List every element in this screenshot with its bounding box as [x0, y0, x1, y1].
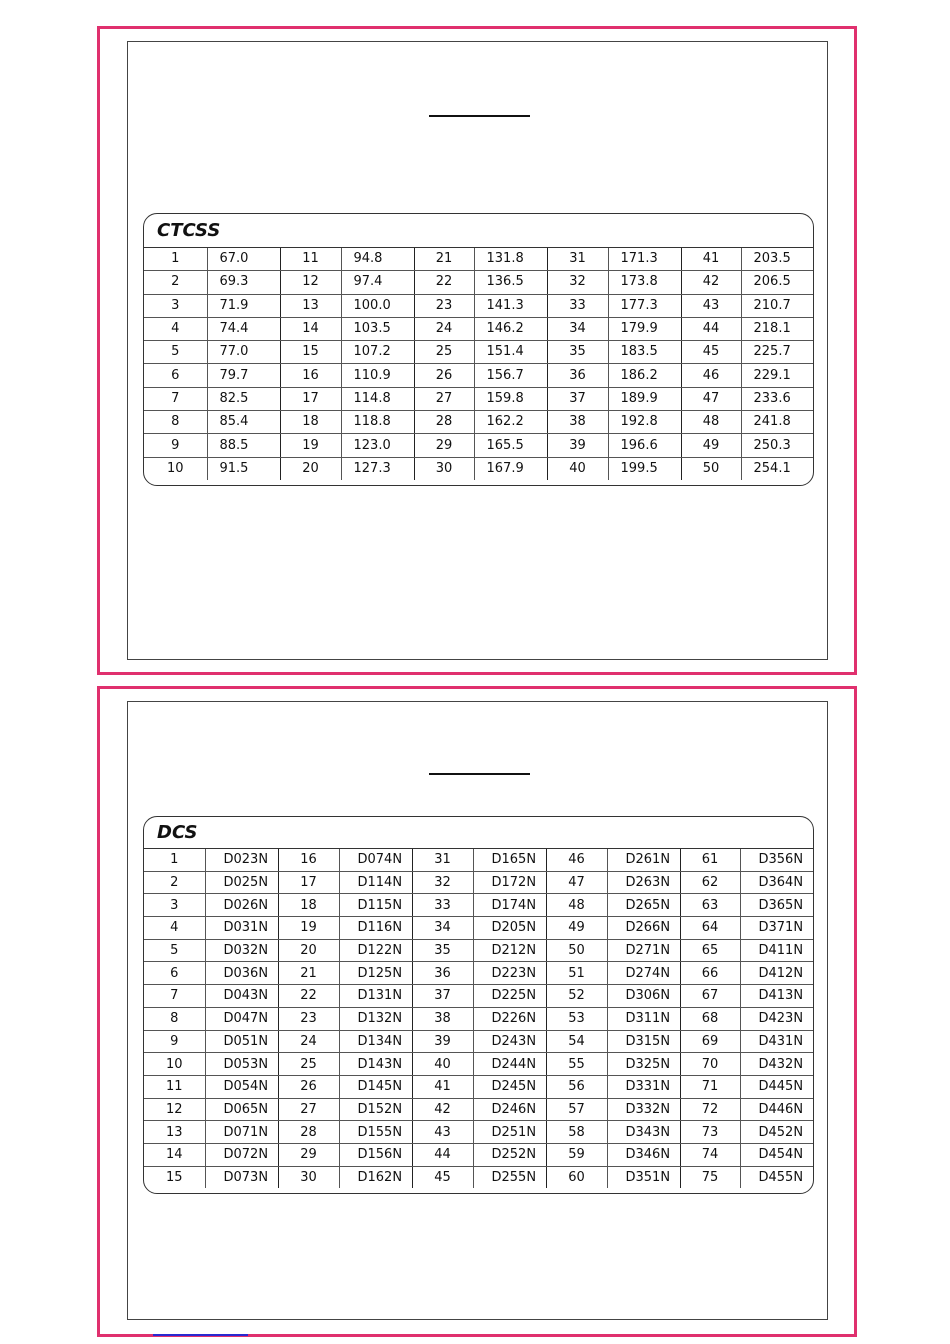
table-row	[144, 434, 814, 457]
channel-number: 39	[412, 1030, 473, 1053]
footer-mark	[153, 1334, 248, 1336]
channel-number: 9	[144, 434, 207, 457]
channel-number: 70	[680, 1053, 740, 1076]
channel-number: 24	[414, 317, 474, 340]
channel-number: 15	[280, 341, 341, 364]
tone-frequency: 189.9	[608, 387, 681, 410]
dcs-code: D023N	[205, 849, 278, 871]
tone-frequency: 173.8	[608, 271, 681, 294]
channel-number: 56	[546, 1075, 607, 1098]
tone-frequency: 218.1	[741, 317, 814, 340]
table-row	[144, 1007, 814, 1030]
table-row	[144, 1098, 814, 1121]
channel-number: 61	[680, 849, 740, 871]
channel-number: 21	[278, 962, 339, 985]
dcs-code: D423N	[740, 1007, 814, 1030]
channel-number: 62	[680, 871, 740, 894]
channel-number: 19	[280, 434, 341, 457]
tone-frequency: 179.9	[608, 317, 681, 340]
channel-number: 25	[278, 1053, 339, 1076]
dcs-table-title: DCS	[144, 817, 813, 849]
channel-number: 5	[144, 341, 207, 364]
dcs-code: D244N	[473, 1053, 546, 1076]
tone-frequency: 88.5	[207, 434, 280, 457]
channel-number: 50	[546, 939, 607, 962]
channel-number: 10	[144, 457, 207, 480]
channel-number: 2	[144, 271, 207, 294]
dcs-code: D145N	[339, 1075, 412, 1098]
channel-number: 57	[546, 1098, 607, 1121]
channel-number: 72	[680, 1098, 740, 1121]
dcs-code: D413N	[740, 985, 814, 1008]
tone-frequency: 141.3	[474, 294, 547, 317]
table-row	[144, 364, 814, 387]
channel-number: 1	[144, 248, 207, 271]
channel-number: 30	[414, 457, 474, 480]
tone-frequency: 233.6	[741, 387, 814, 410]
tone-frequency: 100.0	[341, 294, 414, 317]
dcs-code: D412N	[740, 962, 814, 985]
dcs-code: D445N	[740, 1075, 814, 1098]
channel-number: 34	[547, 317, 608, 340]
table-row	[144, 457, 814, 480]
dcs-code: D266N	[607, 917, 680, 940]
table-row	[144, 1166, 814, 1188]
table-row	[144, 849, 814, 871]
tone-frequency: 206.5	[741, 271, 814, 294]
tone-frequency: 136.5	[474, 271, 547, 294]
dcs-code: D346N	[607, 1143, 680, 1166]
dcs-code: D274N	[607, 962, 680, 985]
tone-frequency: 229.1	[741, 364, 814, 387]
ctcss-table-title: CTCSS	[144, 214, 813, 248]
table-row	[144, 871, 814, 894]
dcs-code: D072N	[205, 1143, 278, 1166]
channel-number: 8	[144, 1007, 205, 1030]
ctcss-table	[144, 248, 814, 480]
channel-number: 11	[144, 1075, 205, 1098]
channel-number: 48	[681, 411, 741, 434]
tone-frequency: 186.2	[608, 364, 681, 387]
channel-number: 7	[144, 387, 207, 410]
tone-frequency: 107.2	[341, 341, 414, 364]
dcs-code: D073N	[205, 1166, 278, 1188]
tone-frequency: 114.8	[341, 387, 414, 410]
channel-number: 28	[278, 1121, 339, 1144]
dcs-table-card	[143, 816, 814, 1194]
dcs-code: D225N	[473, 985, 546, 1008]
channel-number: 5	[144, 939, 205, 962]
tone-frequency: 241.8	[741, 411, 814, 434]
dcs-code: D054N	[205, 1075, 278, 1098]
dcs-code: D331N	[607, 1075, 680, 1098]
channel-number: 14	[144, 1143, 205, 1166]
table-row	[144, 1121, 814, 1144]
channel-number: 3	[144, 894, 205, 917]
dcs-code: D271N	[607, 939, 680, 962]
channel-number: 23	[278, 1007, 339, 1030]
channel-number: 26	[278, 1075, 339, 1098]
tone-frequency: 156.7	[474, 364, 547, 387]
dcs-code: D446N	[740, 1098, 814, 1121]
channel-number: 74	[680, 1143, 740, 1166]
channel-number: 36	[547, 364, 608, 387]
channel-number: 46	[546, 849, 607, 871]
table-row	[144, 1075, 814, 1098]
tone-frequency: 82.5	[207, 387, 280, 410]
dcs-code: D351N	[607, 1166, 680, 1188]
channel-number: 35	[547, 341, 608, 364]
channel-number: 44	[412, 1143, 473, 1166]
channel-number: 25	[414, 341, 474, 364]
channel-number: 27	[414, 387, 474, 410]
channel-number: 26	[414, 364, 474, 387]
tone-frequency: 192.8	[608, 411, 681, 434]
channel-number: 60	[546, 1166, 607, 1188]
tone-frequency: 196.6	[608, 434, 681, 457]
channel-number: 16	[278, 849, 339, 871]
dcs-code: D226N	[473, 1007, 546, 1030]
channel-number: 12	[144, 1098, 205, 1121]
dcs-code: D432N	[740, 1053, 814, 1076]
dcs-code: D265N	[607, 894, 680, 917]
dcs-code: D223N	[473, 962, 546, 985]
channel-number: 35	[412, 939, 473, 962]
table-row	[144, 317, 814, 340]
channel-number: 22	[278, 985, 339, 1008]
dcs-code: D156N	[339, 1143, 412, 1166]
tone-frequency: 94.8	[341, 248, 414, 271]
channel-number: 38	[547, 411, 608, 434]
dcs-code: D455N	[758, 1169, 804, 1185]
channel-number: 37	[412, 985, 473, 1008]
dcs-code: D053N	[205, 1053, 278, 1076]
table-row	[144, 411, 814, 434]
channel-number: 33	[547, 294, 608, 317]
dcs-code: D047N	[205, 1007, 278, 1030]
channel-number: 1	[144, 849, 205, 871]
channel-number: 33	[412, 894, 473, 917]
channel-number: 20	[278, 939, 339, 962]
channel-number: 71	[680, 1075, 740, 1098]
dcs-code: D343N	[607, 1121, 680, 1144]
tone-frequency: 254.1	[753, 460, 791, 476]
tone-frequency: 250.3	[741, 434, 814, 457]
tone-frequency: 127.3	[341, 457, 414, 480]
dcs-code: D116N	[339, 917, 412, 940]
dcs-code: D074N	[339, 849, 412, 871]
channel-number: 45	[681, 341, 741, 364]
dcs-table	[144, 849, 814, 1188]
dcs-code: D263N	[607, 871, 680, 894]
channel-number: 20	[280, 457, 341, 480]
dcs-code: D431N	[740, 1030, 814, 1053]
table-row	[144, 387, 814, 410]
tone-frequency: 159.8	[474, 387, 547, 410]
dcs-code: D065N	[205, 1098, 278, 1121]
channel-number: 47	[681, 387, 741, 410]
tone-frequency: 67.0	[207, 248, 280, 271]
channel-number: 42	[412, 1098, 473, 1121]
channel-number: 16	[280, 364, 341, 387]
dcs-code: D454N	[740, 1143, 814, 1166]
channel-number: 48	[546, 894, 607, 917]
dcs-code: D411N	[740, 939, 814, 962]
tone-frequency: 74.4	[207, 317, 280, 340]
channel-number: 39	[547, 434, 608, 457]
channel-number: 50	[681, 457, 741, 480]
table-row	[144, 917, 814, 940]
tone-frequency: 77.0	[207, 341, 280, 364]
channel-number: 4	[144, 317, 207, 340]
table-row	[144, 962, 814, 985]
channel-number: 31	[412, 849, 473, 871]
channel-number: 69	[680, 1030, 740, 1053]
dcs-code: D252N	[473, 1143, 546, 1166]
channel-number: 19	[278, 917, 339, 940]
dcs-code: D051N	[205, 1030, 278, 1053]
channel-number: 7	[144, 985, 205, 1008]
table-row	[144, 271, 814, 294]
channel-number: 2	[144, 871, 205, 894]
channel-number: 53	[546, 1007, 607, 1030]
tone-frequency: 171.3	[608, 248, 681, 271]
dcs-code: D261N	[607, 849, 680, 871]
channel-number: 9	[144, 1030, 205, 1053]
channel-number: 75	[680, 1166, 740, 1188]
dcs-code: D371N	[740, 917, 814, 940]
page-frame-1	[97, 26, 857, 675]
channel-number: 68	[680, 1007, 740, 1030]
channel-number: 21	[414, 248, 474, 271]
channel-number: 45	[412, 1166, 473, 1188]
channel-number: 37	[547, 387, 608, 410]
tone-frequency: 225.7	[741, 341, 814, 364]
channel-number: 65	[680, 939, 740, 962]
table-row	[144, 294, 814, 317]
channel-number: 42	[681, 271, 741, 294]
dcs-code: D205N	[473, 917, 546, 940]
channel-number: 55	[546, 1053, 607, 1076]
dcs-code: D251N	[473, 1121, 546, 1144]
channel-number: 13	[280, 294, 341, 317]
channel-number: 31	[547, 248, 608, 271]
dcs-code: D243N	[473, 1030, 546, 1053]
tone-frequency: 203.5	[741, 248, 814, 271]
channel-number: 28	[414, 411, 474, 434]
dcs-code: D325N	[607, 1053, 680, 1076]
tone-frequency: 165.5	[474, 434, 547, 457]
tone-frequency: 118.8	[341, 411, 414, 434]
dcs-code: D315N	[607, 1030, 680, 1053]
tone-frequency: 183.5	[608, 341, 681, 364]
dcs-code: D356N	[740, 849, 814, 871]
channel-number: 64	[680, 917, 740, 940]
channel-number: 6	[144, 364, 207, 387]
ctcss-table-card	[143, 213, 814, 486]
tone-frequency: 97.4	[341, 271, 414, 294]
channel-number: 14	[280, 317, 341, 340]
dcs-code: D134N	[339, 1030, 412, 1053]
dcs-code: D152N	[339, 1098, 412, 1121]
channel-number: 17	[280, 387, 341, 410]
dcs-code: D031N	[205, 917, 278, 940]
channel-number: 18	[278, 894, 339, 917]
channel-number: 58	[546, 1121, 607, 1144]
channel-number: 63	[680, 894, 740, 917]
tone-frequency: 177.3	[608, 294, 681, 317]
tone-frequency: 210.7	[741, 294, 814, 317]
dcs-code: D332N	[607, 1098, 680, 1121]
tone-frequency: 151.4	[474, 341, 547, 364]
channel-number: 32	[547, 271, 608, 294]
table-row	[144, 248, 814, 271]
dcs-code: D115N	[339, 894, 412, 917]
dcs-code: D311N	[607, 1007, 680, 1030]
tone-frequency: 79.7	[207, 364, 280, 387]
tone-frequency: 85.4	[207, 411, 280, 434]
dcs-code: D245N	[473, 1075, 546, 1098]
tone-frequency: 69.3	[207, 271, 280, 294]
dcs-code: D174N	[473, 894, 546, 917]
table-row	[144, 1143, 814, 1166]
dcs-code: D036N	[205, 962, 278, 985]
tone-frequency: 123.0	[341, 434, 414, 457]
dcs-code: D131N	[339, 985, 412, 1008]
dcs-code: D122N	[339, 939, 412, 962]
channel-number: 49	[546, 917, 607, 940]
channel-number: 67	[680, 985, 740, 1008]
tone-frequency: 110.9	[341, 364, 414, 387]
channel-number: 73	[680, 1121, 740, 1144]
channel-number: 8	[144, 411, 207, 434]
heading-underline	[429, 115, 530, 117]
channel-number: 24	[278, 1030, 339, 1053]
dcs-code: D155N	[339, 1121, 412, 1144]
channel-number: 11	[280, 248, 341, 271]
page-frame-2	[97, 686, 857, 1337]
channel-number: 27	[278, 1098, 339, 1121]
dcs-code: D452N	[740, 1121, 814, 1144]
channel-number: 3	[144, 294, 207, 317]
table-row	[144, 341, 814, 364]
channel-number: 40	[547, 457, 608, 480]
channel-number: 40	[412, 1053, 473, 1076]
dcs-code: D071N	[205, 1121, 278, 1144]
tone-frequency: 162.2	[474, 411, 547, 434]
channel-number: 41	[412, 1075, 473, 1098]
page-sheet-ctcss	[127, 41, 828, 660]
channel-number: 4	[144, 917, 205, 940]
dcs-code: D246N	[473, 1098, 546, 1121]
channel-number: 43	[412, 1121, 473, 1144]
channel-number: 22	[414, 271, 474, 294]
page-sheet-dcs	[127, 701, 828, 1320]
dcs-code: D025N	[205, 871, 278, 894]
dcs-code: D026N	[205, 894, 278, 917]
channel-number: 36	[412, 962, 473, 985]
tone-frequency: 91.5	[207, 457, 280, 480]
channel-number: 46	[681, 364, 741, 387]
channel-number: 38	[412, 1007, 473, 1030]
dcs-code: D143N	[339, 1053, 412, 1076]
dcs-code: D114N	[339, 871, 412, 894]
channel-number: 6	[144, 962, 205, 985]
channel-number: 43	[681, 294, 741, 317]
table-row	[144, 1053, 814, 1076]
table-row	[144, 939, 814, 962]
tone-frequency: 199.5	[608, 457, 681, 480]
tone-frequency: 146.2	[474, 317, 547, 340]
dcs-code: D162N	[339, 1166, 412, 1188]
table-row	[144, 1030, 814, 1053]
channel-number: 29	[414, 434, 474, 457]
table-row	[144, 985, 814, 1008]
tone-frequency: 131.8	[474, 248, 547, 271]
table-row	[144, 894, 814, 917]
dcs-code: D212N	[473, 939, 546, 962]
dcs-code: D365N	[740, 894, 814, 917]
channel-number: 44	[681, 317, 741, 340]
channel-number: 49	[681, 434, 741, 457]
dcs-code: D125N	[339, 962, 412, 985]
channel-number: 10	[144, 1053, 205, 1076]
channel-number: 30	[278, 1166, 339, 1188]
channel-number: 18	[280, 411, 341, 434]
dcs-code: D032N	[205, 939, 278, 962]
channel-number: 13	[144, 1121, 205, 1144]
heading-underline	[429, 773, 530, 775]
channel-number: 59	[546, 1143, 607, 1166]
dcs-code: D172N	[473, 871, 546, 894]
channel-number: 17	[278, 871, 339, 894]
dcs-code: D255N	[473, 1166, 546, 1188]
channel-number: 29	[278, 1143, 339, 1166]
channel-number: 12	[280, 271, 341, 294]
channel-number: 23	[414, 294, 474, 317]
channel-number: 66	[680, 962, 740, 985]
channel-number: 41	[681, 248, 741, 271]
channel-number: 47	[546, 871, 607, 894]
dcs-code: D364N	[740, 871, 814, 894]
channel-number: 51	[546, 962, 607, 985]
dcs-code: D165N	[473, 849, 546, 871]
tone-frequency: 71.9	[207, 294, 280, 317]
channel-number: 52	[546, 985, 607, 1008]
dcs-code: D306N	[607, 985, 680, 1008]
tone-frequency: 167.9	[474, 457, 547, 480]
dcs-code: D132N	[339, 1007, 412, 1030]
channel-number: 15	[144, 1166, 205, 1188]
tone-frequency: 103.5	[341, 317, 414, 340]
channel-number: 34	[412, 917, 473, 940]
channel-number: 32	[412, 871, 473, 894]
dcs-code: D043N	[205, 985, 278, 1008]
channel-number: 54	[546, 1030, 607, 1053]
